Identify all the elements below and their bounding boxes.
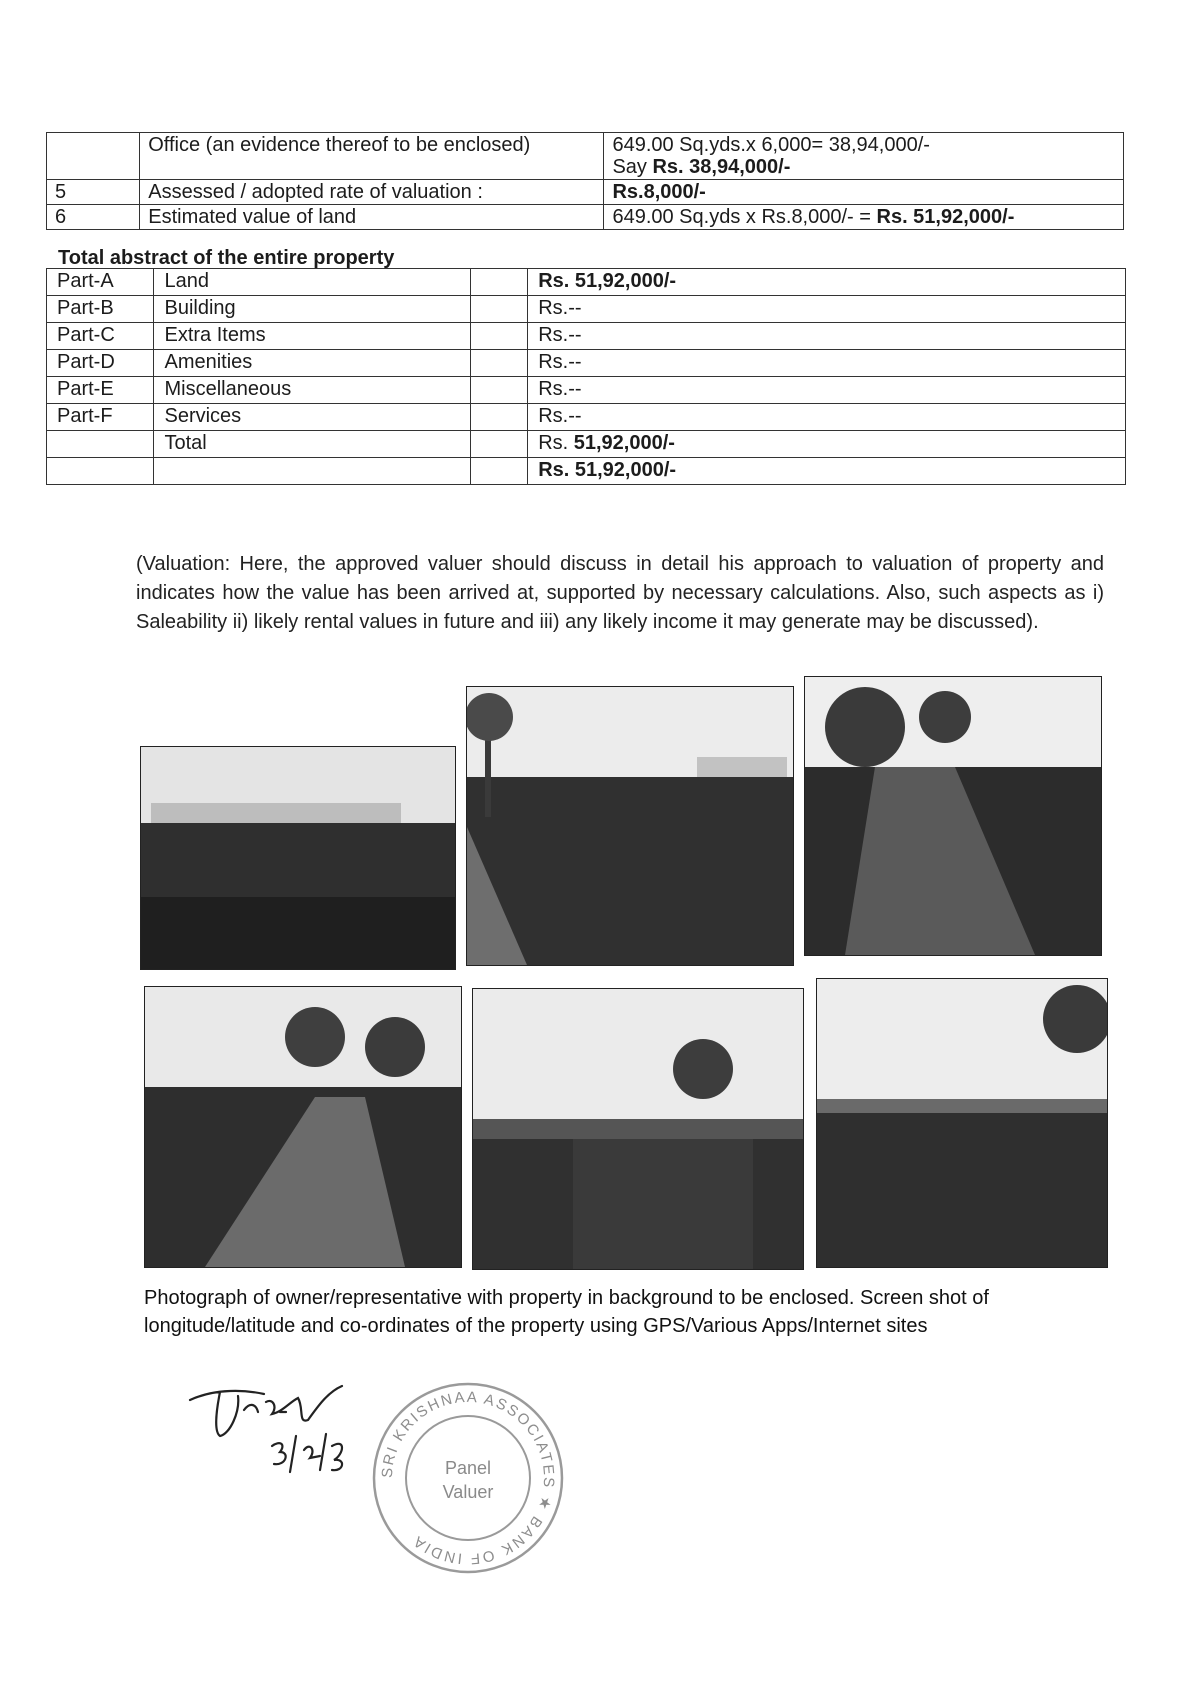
panel-valuer-stamp (368, 1378, 568, 1578)
row-value (604, 133, 1124, 180)
spacer-cell (470, 377, 527, 404)
part-cell: Part-A (47, 269, 154, 296)
value-cell: Rs.-- (528, 377, 1126, 404)
value-cell: Rs.-- (528, 296, 1126, 323)
spacer-cell (470, 323, 527, 350)
table-row (47, 205, 1124, 230)
row-number: 6 (47, 205, 140, 230)
value-cell: Rs.-- (528, 404, 1126, 431)
value-prefix: Say (612, 156, 653, 178)
total-amount: 51,92,000/- (573, 432, 675, 454)
spacer-cell (470, 296, 527, 323)
value-cell: Rs. 51,92,000/- (528, 269, 1126, 296)
property-photo-6 (816, 978, 1108, 1268)
value-cell: Rs.-- (528, 323, 1126, 350)
row-number: 5 (47, 180, 140, 205)
total-row (47, 431, 1126, 458)
table-row (47, 269, 1126, 296)
value-amount: Rs. 38,94,000/- (652, 156, 791, 178)
stamp-center-line-1: Panel (444, 1458, 492, 1478)
final-amount: 51,92,000/- (574, 459, 677, 481)
part-cell: Part-D (47, 350, 154, 377)
spacer-cell (470, 269, 527, 296)
total-label: Total (154, 431, 470, 458)
table-row (47, 377, 1126, 404)
table-row (47, 296, 1126, 323)
table-row (47, 350, 1126, 377)
abstract-title: Total abstract of the entire property (58, 247, 395, 269)
stamp-center-line-2: Valuer (442, 1482, 494, 1502)
spacer-cell (470, 404, 527, 431)
valuation-note: (Valuation: Here, the approved valuer should discuss in detail his approach to valuation of property and indicates how the value has been arrived at, supported by necessary calculations. Also, such aspects as i) Saleability ii) likely rental values in future and iii) any likely income it may generate may be discussed). (136, 553, 1104, 633)
row-item: Estimated value of land (140, 205, 604, 230)
stamp-ring-text: SRI KRISHNAA ASSOCIATES ★ BANK OF INDIA (378, 1388, 558, 1568)
label-cell: Services (154, 404, 470, 431)
label-cell: Amenities (154, 350, 470, 377)
photo-caption: Photograph of owner/representative with property in background to be enclosed. Screen shot of longitude/latitude and co-ordinates of the property using GPS/Various Apps/Internet sites (144, 1287, 989, 1337)
final-value (528, 458, 1126, 485)
row-value (604, 205, 1124, 230)
valuation-table (46, 132, 1124, 230)
part-cell: Part-F (47, 404, 154, 431)
part-cell: Part-C (47, 323, 154, 350)
property-photo-5 (472, 988, 804, 1270)
table-row (47, 133, 1124, 180)
final-row (47, 458, 1126, 485)
row-item: Assessed / adopted rate of valuation : (140, 180, 604, 205)
property-photo-3 (804, 676, 1102, 956)
part-cell (47, 458, 154, 485)
row-item: Office (an evidence thereof to be enclosed) (140, 133, 604, 180)
table-row (47, 180, 1124, 205)
property-photo-1 (140, 746, 456, 970)
final-prefix: Rs. (538, 459, 575, 481)
value-line (612, 156, 1115, 178)
label-cell: Land (154, 269, 470, 296)
table-row (47, 404, 1126, 431)
spacer-cell (470, 431, 527, 458)
part-cell (47, 431, 154, 458)
label-cell: Extra Items (154, 323, 470, 350)
abstract-table (46, 268, 1126, 485)
value-amount: Rs. 51,92,000/- (876, 206, 1015, 228)
table-row (47, 323, 1126, 350)
row-number (47, 133, 140, 180)
row-value: Rs.8,000/- (604, 180, 1124, 205)
part-cell: Part-B (47, 296, 154, 323)
part-cell: Part-E (47, 377, 154, 404)
label-cell: Miscellaneous (154, 377, 470, 404)
property-photo-4 (144, 986, 462, 1268)
total-value (528, 431, 1126, 458)
spacer-cell (470, 458, 527, 485)
label-cell: Building (154, 296, 470, 323)
value-prefix: 649.00 Sq.yds x Rs.8,000/- = (612, 206, 877, 228)
value-line: 649.00 Sq.yds.x 6,000= 38,94,000/- (612, 134, 930, 156)
value-cell: Rs.-- (528, 350, 1126, 377)
property-photo-2 (466, 686, 794, 966)
spacer-cell (470, 350, 527, 377)
total-prefix: Rs. (538, 432, 574, 454)
label-cell (154, 458, 470, 485)
